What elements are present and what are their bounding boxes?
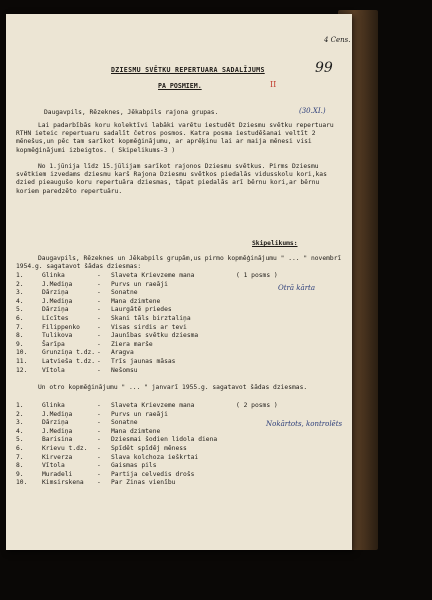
item-number: 6. bbox=[16, 314, 24, 322]
item-dash: - bbox=[97, 462, 101, 470]
item-composer: Glinka bbox=[42, 272, 65, 279]
folio-number: 99 bbox=[315, 60, 333, 76]
item-composer: Glinka bbox=[42, 402, 65, 409]
list-item bbox=[16, 298, 346, 307]
item-composer: J.Mediņa bbox=[42, 427, 73, 435]
item-song: Spīdēt spīdēj mēness bbox=[111, 444, 187, 452]
item-composer: Grunziņa t.dz. bbox=[42, 349, 96, 357]
item-composer: Šarīpa bbox=[42, 340, 65, 348]
item-number: 10. bbox=[16, 479, 28, 487]
document-title: DZIESMU SVĒTKU REPERTUARA SADALĪJUMS bbox=[111, 66, 265, 74]
item-dash: - bbox=[97, 297, 101, 305]
item-number: 11. bbox=[16, 357, 28, 365]
section-heading: Skipelikums: bbox=[252, 240, 298, 247]
list-item bbox=[16, 324, 346, 333]
song-list-2 bbox=[16, 402, 346, 488]
item-dash: - bbox=[97, 340, 101, 348]
item-dash: - bbox=[97, 357, 101, 365]
item-number: 9. bbox=[16, 470, 24, 478]
item-number: 7. bbox=[16, 453, 24, 461]
item-dash: - bbox=[97, 419, 101, 427]
list-item bbox=[16, 411, 346, 420]
item-number: 5. bbox=[16, 306, 24, 314]
item-number: 4. bbox=[16, 427, 24, 435]
item-dash: - bbox=[97, 349, 101, 357]
item-song: Slava kolchoza ieškrtai bbox=[111, 453, 199, 461]
item-song: Purvs un raeāji bbox=[111, 280, 168, 288]
item-number: 1. bbox=[16, 402, 24, 409]
intro-line: Daugavpils, Rēzeknes, Jēkabpils rajona grupas. bbox=[44, 109, 219, 116]
list-item bbox=[16, 272, 346, 281]
item-number: 9. bbox=[16, 340, 24, 348]
block2-handwritten: Nokārtots, kontrolēts bbox=[266, 420, 343, 428]
block1-intro: Daugavpils, Rēzeknes un Jēkabpils grupām,us pirmo kopmēģinājumu " ... " novembrī 1954.g. sagatavot šādas dziesmas: bbox=[16, 255, 342, 271]
block2-intro: Un otro kopmēģinājumu " ... " janvarī 1955.g. sagatavot šādas dziesmas. bbox=[38, 384, 308, 391]
list-item bbox=[16, 306, 346, 315]
item-composer: Tulikova bbox=[42, 332, 73, 340]
item-song: Aragva bbox=[111, 349, 134, 357]
paragraph-1: Lai padarbībās koru kolektīvi labāki varētu iestudēt Dziesmu svētku repertuaru RTHN ieteic repertuaru sadalīt četros posmos. Katra posma iestudēšanai veltīt 2 mēnešus,un pēc tam sarīkot kopmēģinājumu, ar aprēķinu lai ar maija mēnesi visi kopmēģinājumi izbeigtos. ( Skipelikums-3 ) bbox=[16, 122, 334, 154]
item-number: 8. bbox=[16, 332, 24, 340]
item-number: 2. bbox=[16, 280, 24, 288]
item-number: 12. bbox=[16, 366, 28, 374]
item-composer: Dārziņa bbox=[42, 419, 69, 427]
item-dash: - bbox=[97, 366, 101, 374]
item-song: Nešomsu bbox=[111, 366, 138, 374]
item-song: Slaveta Krievzeme mana bbox=[111, 272, 195, 279]
list-item bbox=[16, 367, 346, 376]
item-number: 10. bbox=[16, 349, 28, 357]
item-composer: Dārziņa bbox=[42, 306, 69, 314]
item-number: 3. bbox=[16, 289, 24, 297]
item-song: Sonatne bbox=[111, 289, 138, 297]
item-composer: Līcītes bbox=[42, 314, 69, 322]
item-song: Laurgātē priedes bbox=[111, 306, 172, 314]
item-dash: - bbox=[97, 479, 101, 487]
block1-handwritten: Otrā kārta bbox=[278, 284, 316, 292]
item-song: Partija celvedis drošs bbox=[111, 470, 195, 478]
list-item bbox=[16, 332, 346, 341]
item-number: 2. bbox=[16, 410, 24, 418]
item-song: Sonatne bbox=[111, 419, 138, 427]
section-marker: II bbox=[270, 80, 277, 89]
list-item bbox=[16, 281, 346, 290]
list-item bbox=[16, 436, 346, 445]
folio-mark: 4 Cens. bbox=[324, 36, 351, 44]
item-dash: - bbox=[97, 306, 101, 314]
item-dash: - bbox=[97, 289, 101, 297]
item-dash: - bbox=[97, 453, 101, 461]
item-song: Mana dzimtene bbox=[111, 297, 161, 305]
item-song: Ziera marše bbox=[111, 340, 153, 348]
document-page bbox=[6, 14, 352, 550]
item-composer: Kimsirskena bbox=[42, 479, 84, 487]
item-number: 1. bbox=[16, 272, 24, 279]
item-song: Dziesmai šodien lidola diena bbox=[111, 436, 218, 444]
list-item bbox=[16, 462, 346, 471]
list-item bbox=[16, 315, 346, 324]
item-song: Mana dzimtene bbox=[111, 427, 161, 435]
item-number: 7. bbox=[16, 323, 24, 331]
item-song: Jaunības svētku dziesma bbox=[111, 332, 199, 340]
item-composer: Barisina bbox=[42, 436, 73, 444]
item-composer: J.Mediņa bbox=[42, 280, 73, 288]
item-number: 6. bbox=[16, 444, 24, 452]
item-composer: Vītola bbox=[42, 462, 65, 470]
list-item bbox=[16, 419, 346, 428]
item-composer: Krievu t.dz. bbox=[42, 444, 88, 452]
item-dash: - bbox=[97, 427, 101, 435]
list-item bbox=[16, 358, 346, 367]
list-item bbox=[16, 289, 346, 298]
item-composer: Filippenko bbox=[42, 323, 80, 331]
item-number: 8. bbox=[16, 462, 24, 470]
item-dash: - bbox=[97, 470, 101, 478]
item-song: Skani tāls birztaliņa bbox=[111, 314, 191, 322]
item-composer: J.Mediņa bbox=[42, 297, 73, 305]
item-composer: J.Mediņa bbox=[42, 410, 73, 418]
item-dash: - bbox=[97, 410, 101, 418]
item-song: Par Zinas vienību bbox=[111, 479, 176, 487]
item-song: Purvs un raeāji bbox=[111, 410, 168, 418]
item-composer: Latvieša t.dz. bbox=[42, 357, 96, 365]
document-subtitle: PA POSMIEM. bbox=[158, 82, 202, 90]
item-dash: - bbox=[97, 280, 101, 288]
item-composer: Vītola bbox=[42, 366, 65, 374]
item-song: Slaveta Krievzeme mana bbox=[111, 402, 195, 409]
item-dash: - bbox=[97, 272, 101, 279]
item-dash: - bbox=[97, 314, 101, 322]
item-song: Trīs jaunas māsas bbox=[111, 357, 176, 365]
item-song: Gaismas pils bbox=[111, 462, 157, 470]
item-composer: Dārziņa bbox=[42, 289, 69, 297]
list-item bbox=[16, 341, 346, 350]
list-item bbox=[16, 454, 346, 463]
page-content bbox=[16, 34, 344, 542]
item-number: 3. bbox=[16, 419, 24, 427]
item-composer: Muradeli bbox=[42, 470, 73, 478]
list-item bbox=[16, 479, 346, 488]
item-composer: Kirverza bbox=[42, 453, 73, 461]
item-number: 4. bbox=[16, 297, 24, 305]
list-item bbox=[16, 349, 346, 358]
list-item bbox=[16, 445, 346, 454]
item-number: 5. bbox=[16, 436, 24, 444]
item-dash: - bbox=[97, 436, 101, 444]
list-item bbox=[16, 402, 346, 411]
list-item bbox=[16, 471, 346, 480]
block2-note: ( 2 posms ) bbox=[236, 402, 278, 409]
paragraph-2: No 1.jūnija līdz 15.jūlijam sarīkot rajonos Dziesmu svētkus. Pirms Dziesmu svētkiem izvedams dziesmu karš Rajona Dziesmu svētkos piedalās vidusskolu kori,kas dzied pieaugušo koru repertuāra dziesmas, tāpat piedalās arī bērnu kori,ar bērnu koriem paredzēto repertuāru. bbox=[16, 163, 327, 195]
item-song: Visas sirdis ar tevi bbox=[111, 323, 187, 331]
handwritten-note: (30.XI.) bbox=[299, 107, 326, 115]
block1-note: ( 1 posms ) bbox=[236, 272, 278, 279]
song-list-1 bbox=[16, 272, 346, 375]
item-dash: - bbox=[97, 323, 101, 331]
item-dash: - bbox=[97, 332, 101, 340]
item-dash: - bbox=[97, 444, 101, 452]
item-dash: - bbox=[97, 402, 101, 409]
